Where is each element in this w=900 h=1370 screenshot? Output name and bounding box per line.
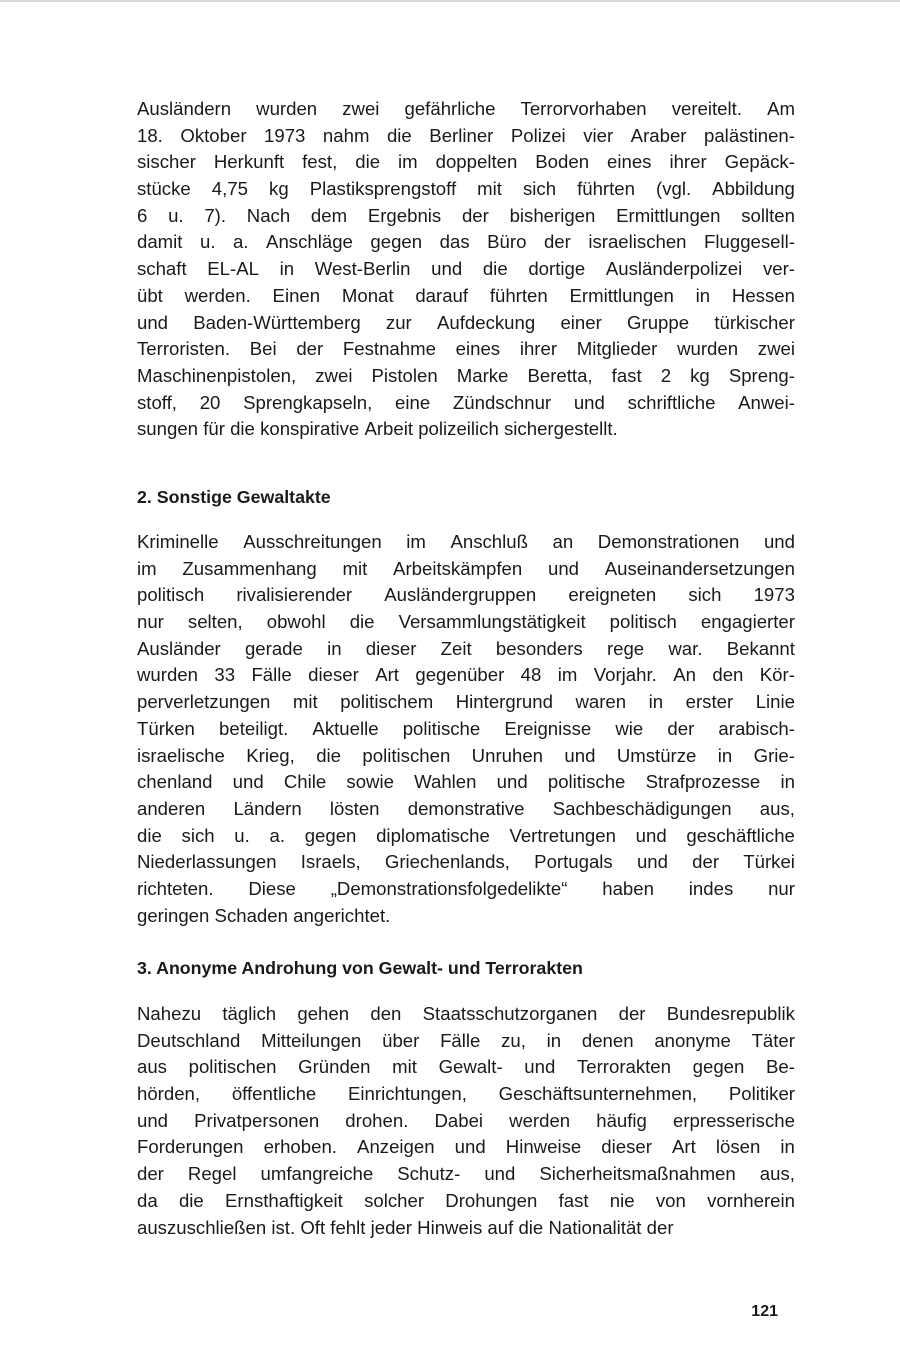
text-line: anderen Ländern lösten demonstrative Sachbeschädigungen aus, (137, 797, 795, 819)
text-line: richteten. Diese „Demonstrationsfolgedelikte“ haben indes nur (137, 877, 795, 899)
text-line: aus politischen Gründen mit Gewalt- und Terrorakten gegen Be- (137, 1056, 795, 1078)
text-line: israelische Krieg, die politischen Unruhen und Umstürze in Grie- (137, 744, 795, 766)
text-line: die sich u. a. gegen diplomatische Vertretungen und geschäftliche (137, 824, 795, 846)
paragraph-intro (137, 96, 795, 443)
text-line: chenland und Chile sowie Wahlen und politische Strafprozesse in (137, 771, 795, 793)
text-line: auszuschließen ist. Oft fehlt jeder Hinweis auf die Nationalität der (137, 1216, 674, 1238)
text-line: und Privatpersonen drohen. Dabei werden häufig erpresserische (137, 1109, 795, 1131)
heading-section-2: 2. Sonstige Gewaltakte (137, 487, 331, 507)
text-line: stücke 4,75 kg Plastiksprengstoff mit sich führten (vgl. Abbildung (137, 178, 795, 200)
text-line: Ausländern wurden zwei gefährliche Terrorvorhaben vereitelt. Am (137, 98, 795, 119)
text-line: perverletzungen mit politischem Hintergrund waren in erster Linie (137, 691, 795, 713)
text-line: wurden 33 Fälle dieser Art gegenüber 48 im Vorjahr. An den Kör- (137, 664, 795, 686)
text-line: schaft EL-AL in West-Berlin und die dortige Ausländerpolizei ver- (137, 258, 795, 280)
text-line: damit u. a. Anschläge gegen das Büro der israelischen Fluggesell- (137, 231, 795, 253)
text-line: sischer Herkunft fest, die im doppelten Boden eines ihrer Gepäck- (137, 151, 795, 173)
text-line: Maschinenpistolen, zwei Pistolen Marke Beretta, fast 2 kg Spreng- (137, 364, 795, 386)
text-line: da die Ernsthaftigkeit solcher Drohungen fast nie von vornherein (137, 1189, 795, 1211)
text-line: 18. Oktober 1973 nahm die Berliner Polizei vier Araber palästinen- (137, 124, 795, 146)
heading-section-3: 3. Anonyme Androhung von Gewalt- und Terrorakten (137, 958, 583, 978)
page-number: 121 (751, 1303, 778, 1320)
paragraph-section-3 (137, 1001, 795, 1241)
text-line: stoff, 20 Sprengkapseln, eine Zündschnur und schriftliche Anwei- (137, 391, 795, 413)
text-line: Deutschland Mitteilungen über Fälle zu, in denen anonyme Täter (137, 1029, 795, 1051)
text-line: Nahezu täglich gehen den Staatsschutzorganen der Bundesrepublik (137, 1003, 795, 1024)
text-line: Forderungen erhoben. Anzeigen und Hinweise dieser Art lösen in (137, 1136, 795, 1158)
paragraph-section-2 (137, 529, 795, 929)
text-line: der Regel umfangreiche Schutz- und Sicherheitsmaßnahmen aus, (137, 1163, 795, 1185)
text-line: sungen für die konspirative Arbeit polizeilich sichergestellt. (137, 418, 618, 440)
scan-edge (0, 0, 900, 2)
text-line: hörden, öffentliche Einrichtungen, Geschäftsunternehmen, Politiker (137, 1083, 795, 1105)
text-line: 6 u. 7). Nach dem Ergebnis der bisherigen Ermittlungen sollten (137, 204, 795, 226)
text-line: Kriminelle Ausschreitungen im Anschluß an Demonstrationen und (137, 531, 795, 552)
text-line: Türken beteiligt. Aktuelle politische Ereignisse wie der arabisch- (137, 717, 795, 739)
text-line: nur selten, obwohl die Versammlungstätigkeit politisch engagierter (137, 611, 795, 633)
text-line: im Zusammenhang mit Arbeitskämpfen und Auseinandersetzungen (137, 557, 795, 579)
text-line: Niederlassungen Israels, Griechenlands, Portugals und der Türkei (137, 851, 795, 873)
text-line: Terroristen. Bei der Festnahme eines ihrer Mitglieder wurden zwei (137, 338, 795, 360)
text-line: Ausländer gerade in dieser Zeit besonders rege war. Bekannt (137, 637, 795, 659)
text-line: übt werden. Einen Monat darauf führten Ermittlungen in Hessen (137, 284, 795, 306)
text-line: politisch rivalisierender Ausländergruppen ereigneten sich 1973 (137, 584, 795, 606)
text-line: und Baden-Württemberg zur Aufdeckung einer Gruppe türkischer (137, 311, 795, 333)
text-line: geringen Schaden angerichtet. (137, 904, 391, 926)
